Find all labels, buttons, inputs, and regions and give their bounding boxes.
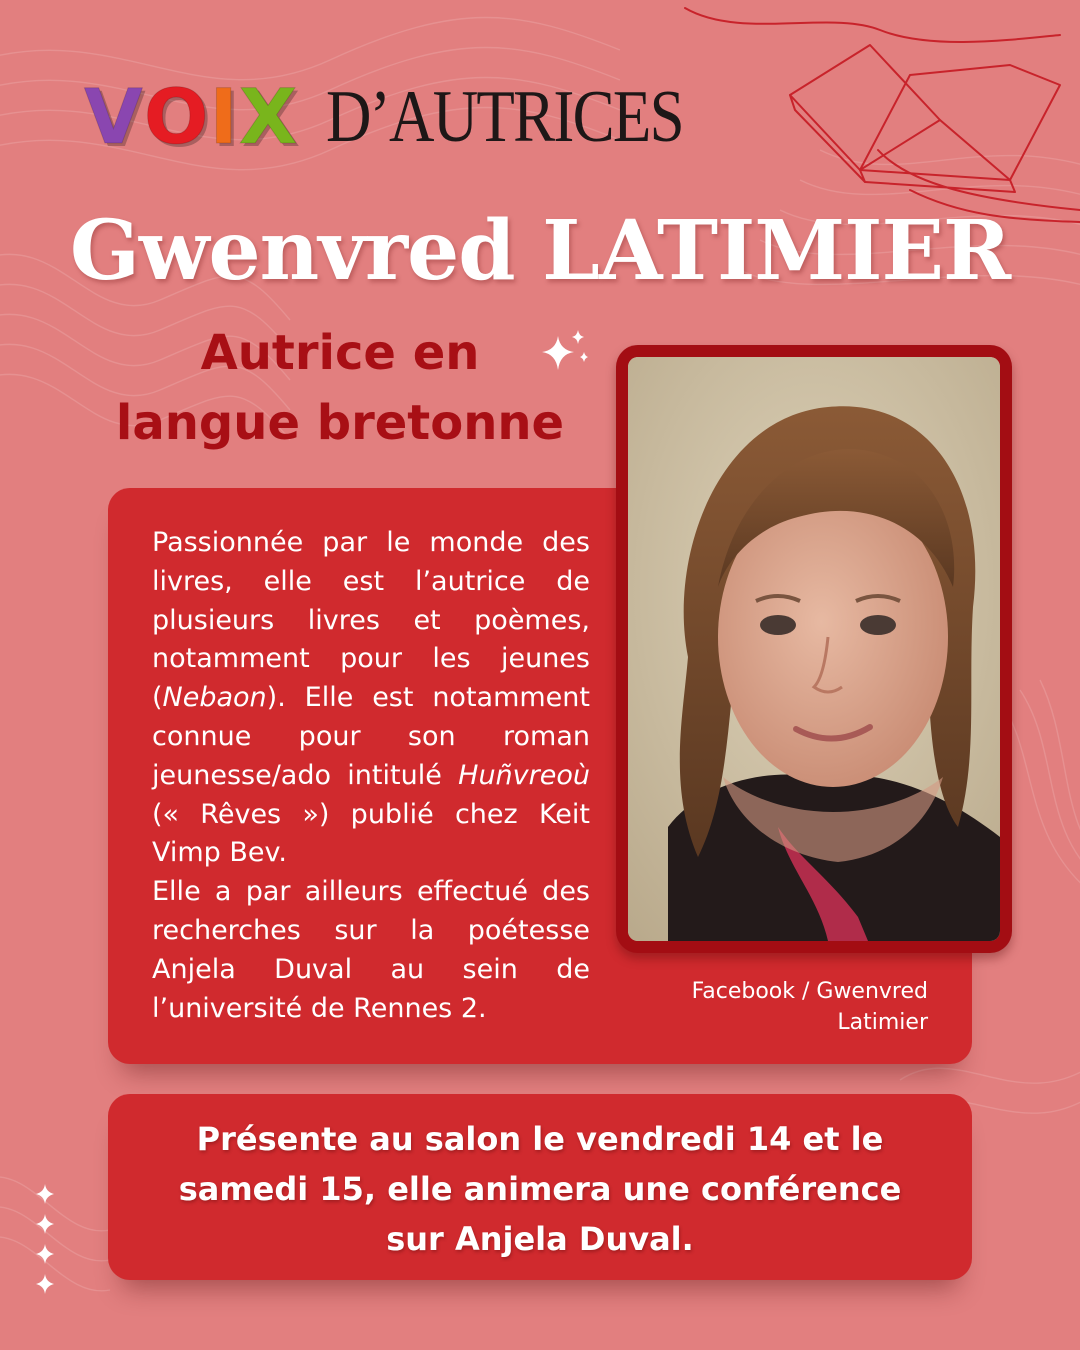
event-line1: Présente au salon le vendredi 14 et le bbox=[196, 1120, 884, 1158]
book-title-hunvreou: Huñvreoù bbox=[458, 759, 590, 791]
sparkle-icon bbox=[540, 328, 592, 374]
author-name: Gwenvred LATIMIER bbox=[69, 203, 1011, 299]
photo-credit bbox=[640, 976, 928, 1038]
logo-letter-v: V bbox=[84, 72, 144, 161]
photo-credit-line1: Facebook / Gwenvred bbox=[691, 979, 928, 1004]
bio-text-part3: (« Rêves ») publié chez Keit Vimp Bev. bbox=[152, 798, 590, 869]
logo-voix bbox=[84, 72, 298, 162]
logo-letter-x: X bbox=[238, 72, 299, 161]
event-card bbox=[108, 1094, 972, 1280]
author-photo bbox=[628, 357, 1000, 941]
sparkles-decoration-icon bbox=[30, 1182, 60, 1298]
event-line3: sur Anjela Duval. bbox=[386, 1220, 694, 1258]
portrait-illustration bbox=[628, 357, 1000, 941]
event-line2: samedi 15, elle animera une conférence bbox=[178, 1170, 902, 1208]
book-title-nebaon: Nebaon bbox=[162, 682, 267, 714]
event-text bbox=[138, 1114, 942, 1264]
bio-text bbox=[152, 524, 590, 1028]
logo-letter-i: I bbox=[209, 72, 239, 161]
logo-letter-o: O bbox=[143, 72, 210, 161]
author-role-line1: Autrice en bbox=[200, 325, 480, 381]
author-photo-frame bbox=[616, 345, 1012, 953]
event-logo bbox=[84, 72, 746, 162]
bio-text-part1: Passionnée par le monde des livres, elle est l’autrice de plusieurs livres et poèmes, notamment pour les jeunes ( bbox=[152, 527, 590, 714]
photo-credit-line2: Latimier bbox=[837, 1010, 928, 1035]
author-role-line2: langue bretonne bbox=[115, 395, 565, 451]
author-role bbox=[60, 318, 620, 458]
logo-dautrices: D’AUTRICES bbox=[326, 76, 684, 158]
bio-text-part2: ). Elle est notamment connue pour son roman jeunesse/ado intitulé bbox=[152, 682, 590, 791]
bio-text-paragraph2: Elle a par ailleurs effectué des recherches sur la poétesse Anjela Duval au sein de l’université de Rennes 2. bbox=[152, 876, 590, 1024]
